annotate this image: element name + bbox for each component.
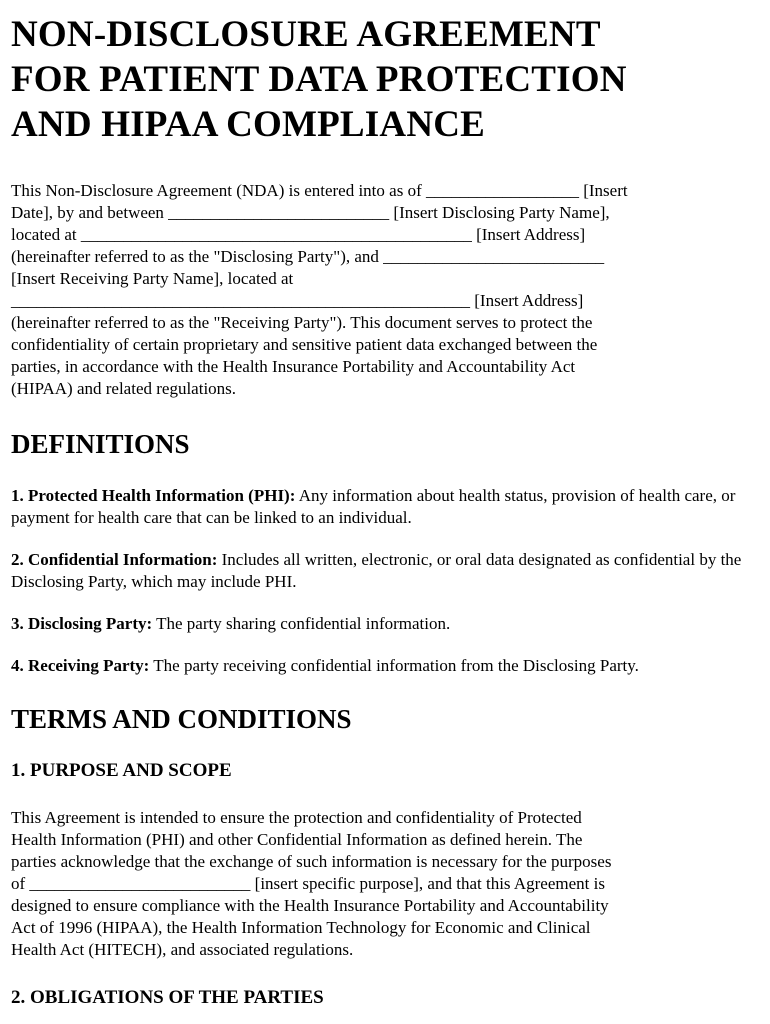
- definition-item: [11, 549, 759, 593]
- intro-line: (hereinafter referred to as the "Disclosing Party"), and __________________________: [11, 247, 605, 266]
- terms-heading: TERMS AND CONDITIONS: [11, 704, 352, 734]
- title-line-1: NON-DISCLOSURE AGREEMENT: [11, 14, 601, 55]
- definition-text: Includes all written, electronic, or oral data designated as confidential by the Disclosing Party, which may include PHI.: [11, 550, 742, 591]
- definition-text: Any information about health status, provision of health care, or payment for health care that can be linked to an individual.: [11, 486, 736, 527]
- definition-item: [11, 655, 759, 677]
- definition-term: 3. Disclosing Party:: [11, 614, 153, 633]
- intro-paragraph: [11, 180, 759, 400]
- document-title: [11, 12, 759, 147]
- intro-line: Date], by and between __________________________ [Insert Disclosing Party Name],: [11, 203, 610, 222]
- definition-text: The party sharing confidential information.: [152, 614, 451, 633]
- section-heading-purpose: 1. PURPOSE AND SCOPE: [11, 760, 232, 781]
- intro-line: This Non-Disclosure Agreement (NDA) is entered into as of __________________ [Insert: [11, 181, 628, 200]
- intro-line: [Insert Receiving Party Name], located at: [11, 269, 294, 288]
- definition-text: The party receiving confidential information from the Disclosing Party.: [149, 656, 639, 675]
- definition-term: 2. Confidential Information:: [11, 550, 218, 569]
- title-line-2: FOR PATIENT DATA PROTECTION: [11, 59, 627, 100]
- definitions-heading: DEFINITIONS: [11, 429, 190, 459]
- purpose-line: parties acknowledge that the exchange of such information is necessary for the purposes: [11, 852, 612, 871]
- purpose-line: Health Information (PHI) and other Confidential Information as defined herein. The: [11, 830, 583, 849]
- title-line-3: AND HIPAA COMPLIANCE: [11, 104, 486, 145]
- intro-line: ______________________________________________________ [Insert Address]: [11, 291, 584, 310]
- purpose-paragraph: [11, 807, 759, 961]
- purpose-line: This Agreement is intended to ensure the protection and confidentiality of Protected: [11, 808, 582, 827]
- definition-term: 4. Receiving Party:: [11, 656, 150, 675]
- intro-line: (HIPAA) and related regulations.: [11, 379, 237, 398]
- document-page: [11, 12, 759, 1010]
- intro-line: (hereinafter referred to as the "Receiving Party"). This document serves to protect the: [11, 313, 593, 332]
- purpose-line: designed to ensure compliance with the Health Insurance Portability and Accountability: [11, 896, 609, 915]
- intro-line: confidentiality of certain proprietary and sensitive patient data exchanged between the: [11, 335, 598, 354]
- purpose-line: Act of 1996 (HIPAA), the Health Information Technology for Economic and Clinical: [11, 918, 591, 937]
- purpose-line: of __________________________ [insert specific purpose], and that this Agreement is: [11, 874, 605, 893]
- definition-item: [11, 613, 759, 635]
- section-heading-obligations: 2. OBLIGATIONS OF THE PARTIES: [11, 987, 324, 1008]
- definition-term: 1. Protected Health Information (PHI):: [11, 486, 296, 505]
- intro-line: located at ______________________________________________ [Insert Address]: [11, 225, 586, 244]
- purpose-line: Health Act (HITECH), and associated regulations.: [11, 940, 354, 959]
- definition-item: [11, 485, 759, 529]
- intro-line: parties, in accordance with the Health Insurance Portability and Accountability Act: [11, 357, 576, 376]
